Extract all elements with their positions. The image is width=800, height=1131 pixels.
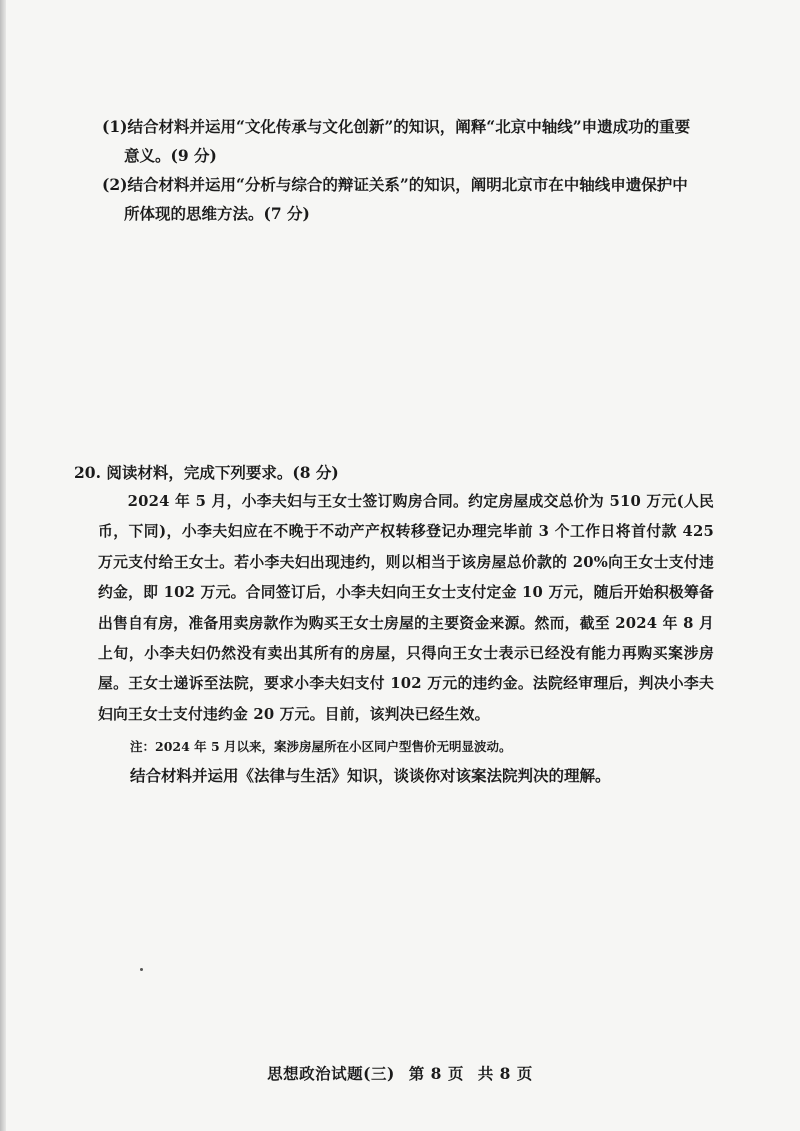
footer-subject: 思想政治试题(三)	[267, 1064, 395, 1083]
question-20-task: 结合材料并运用《法律与生活》知识，谈谈你对该案法院判决的理解。	[130, 766, 611, 786]
footer-page-number: 第 8 页	[408, 1064, 464, 1083]
question-19-part-1-line-2: 意义。(9 分)	[124, 146, 217, 165]
question-19-part-1-line-1: (1)结合材料并运用“文化传承与文化创新”的知识，阐释“北京中轴线”申遗成功的重要	[102, 117, 691, 136]
question-20	[74, 458, 714, 790]
question-20-heading: 20. 阅读材料，完成下列要求。(8 分)	[74, 463, 339, 482]
question-19-part-2	[102, 170, 712, 228]
question-19-subparts	[102, 112, 712, 228]
footer-total-pages: 共 8 页	[477, 1064, 533, 1083]
question-19-part-1	[102, 112, 712, 170]
page-footer	[0, 1062, 800, 1084]
stray-mark	[140, 968, 143, 971]
question-20-material: 2024 年 5 月，小李夫妇与王女士签订购房合同。约定房屋成交总价为 510 万元(人民币，下同)，小李夫妇应在不晚于不动产产权转移登记办理完毕前 3 个工作日将首付款 425 万元支付给王女士。若小李夫妇出现违约，则以相当于该房屋总价款的 20%向王女士支付违约金，即 102 万元。合同签订后，小李夫妇向王女士支付定金 10 万元，随后开始积极筹备出售自有房，准备用卖房款作为购买王女士房屋的主要资金来源。然而，截至 2024 年 8 月上旬，小李夫妇仍然没有卖出其所有的房屋，只得向王女士表示已经没有能力再购买案涉房屋。王女士递诉至法院，要求小李夫妇支付 102 万元的违约金。法院经审理后，判决小李夫妇向王女士支付违约金 20 万元。目前，该判决已经生效。	[98, 493, 714, 723]
question-20-note: 注：2024 年 5 月以来，案涉房屋所在小区同户型售价无明显波动。	[130, 739, 512, 755]
question-19-part-2-line-1: (2)结合材料并运用“分析与综合的辩证关系”的知识，阐明北京市在中轴线申遗保护中	[102, 175, 688, 194]
question-19-part-2-line-2: 所体现的思维方法。(7 分)	[124, 204, 310, 223]
scan-edge-shadow	[0, 0, 6, 1131]
